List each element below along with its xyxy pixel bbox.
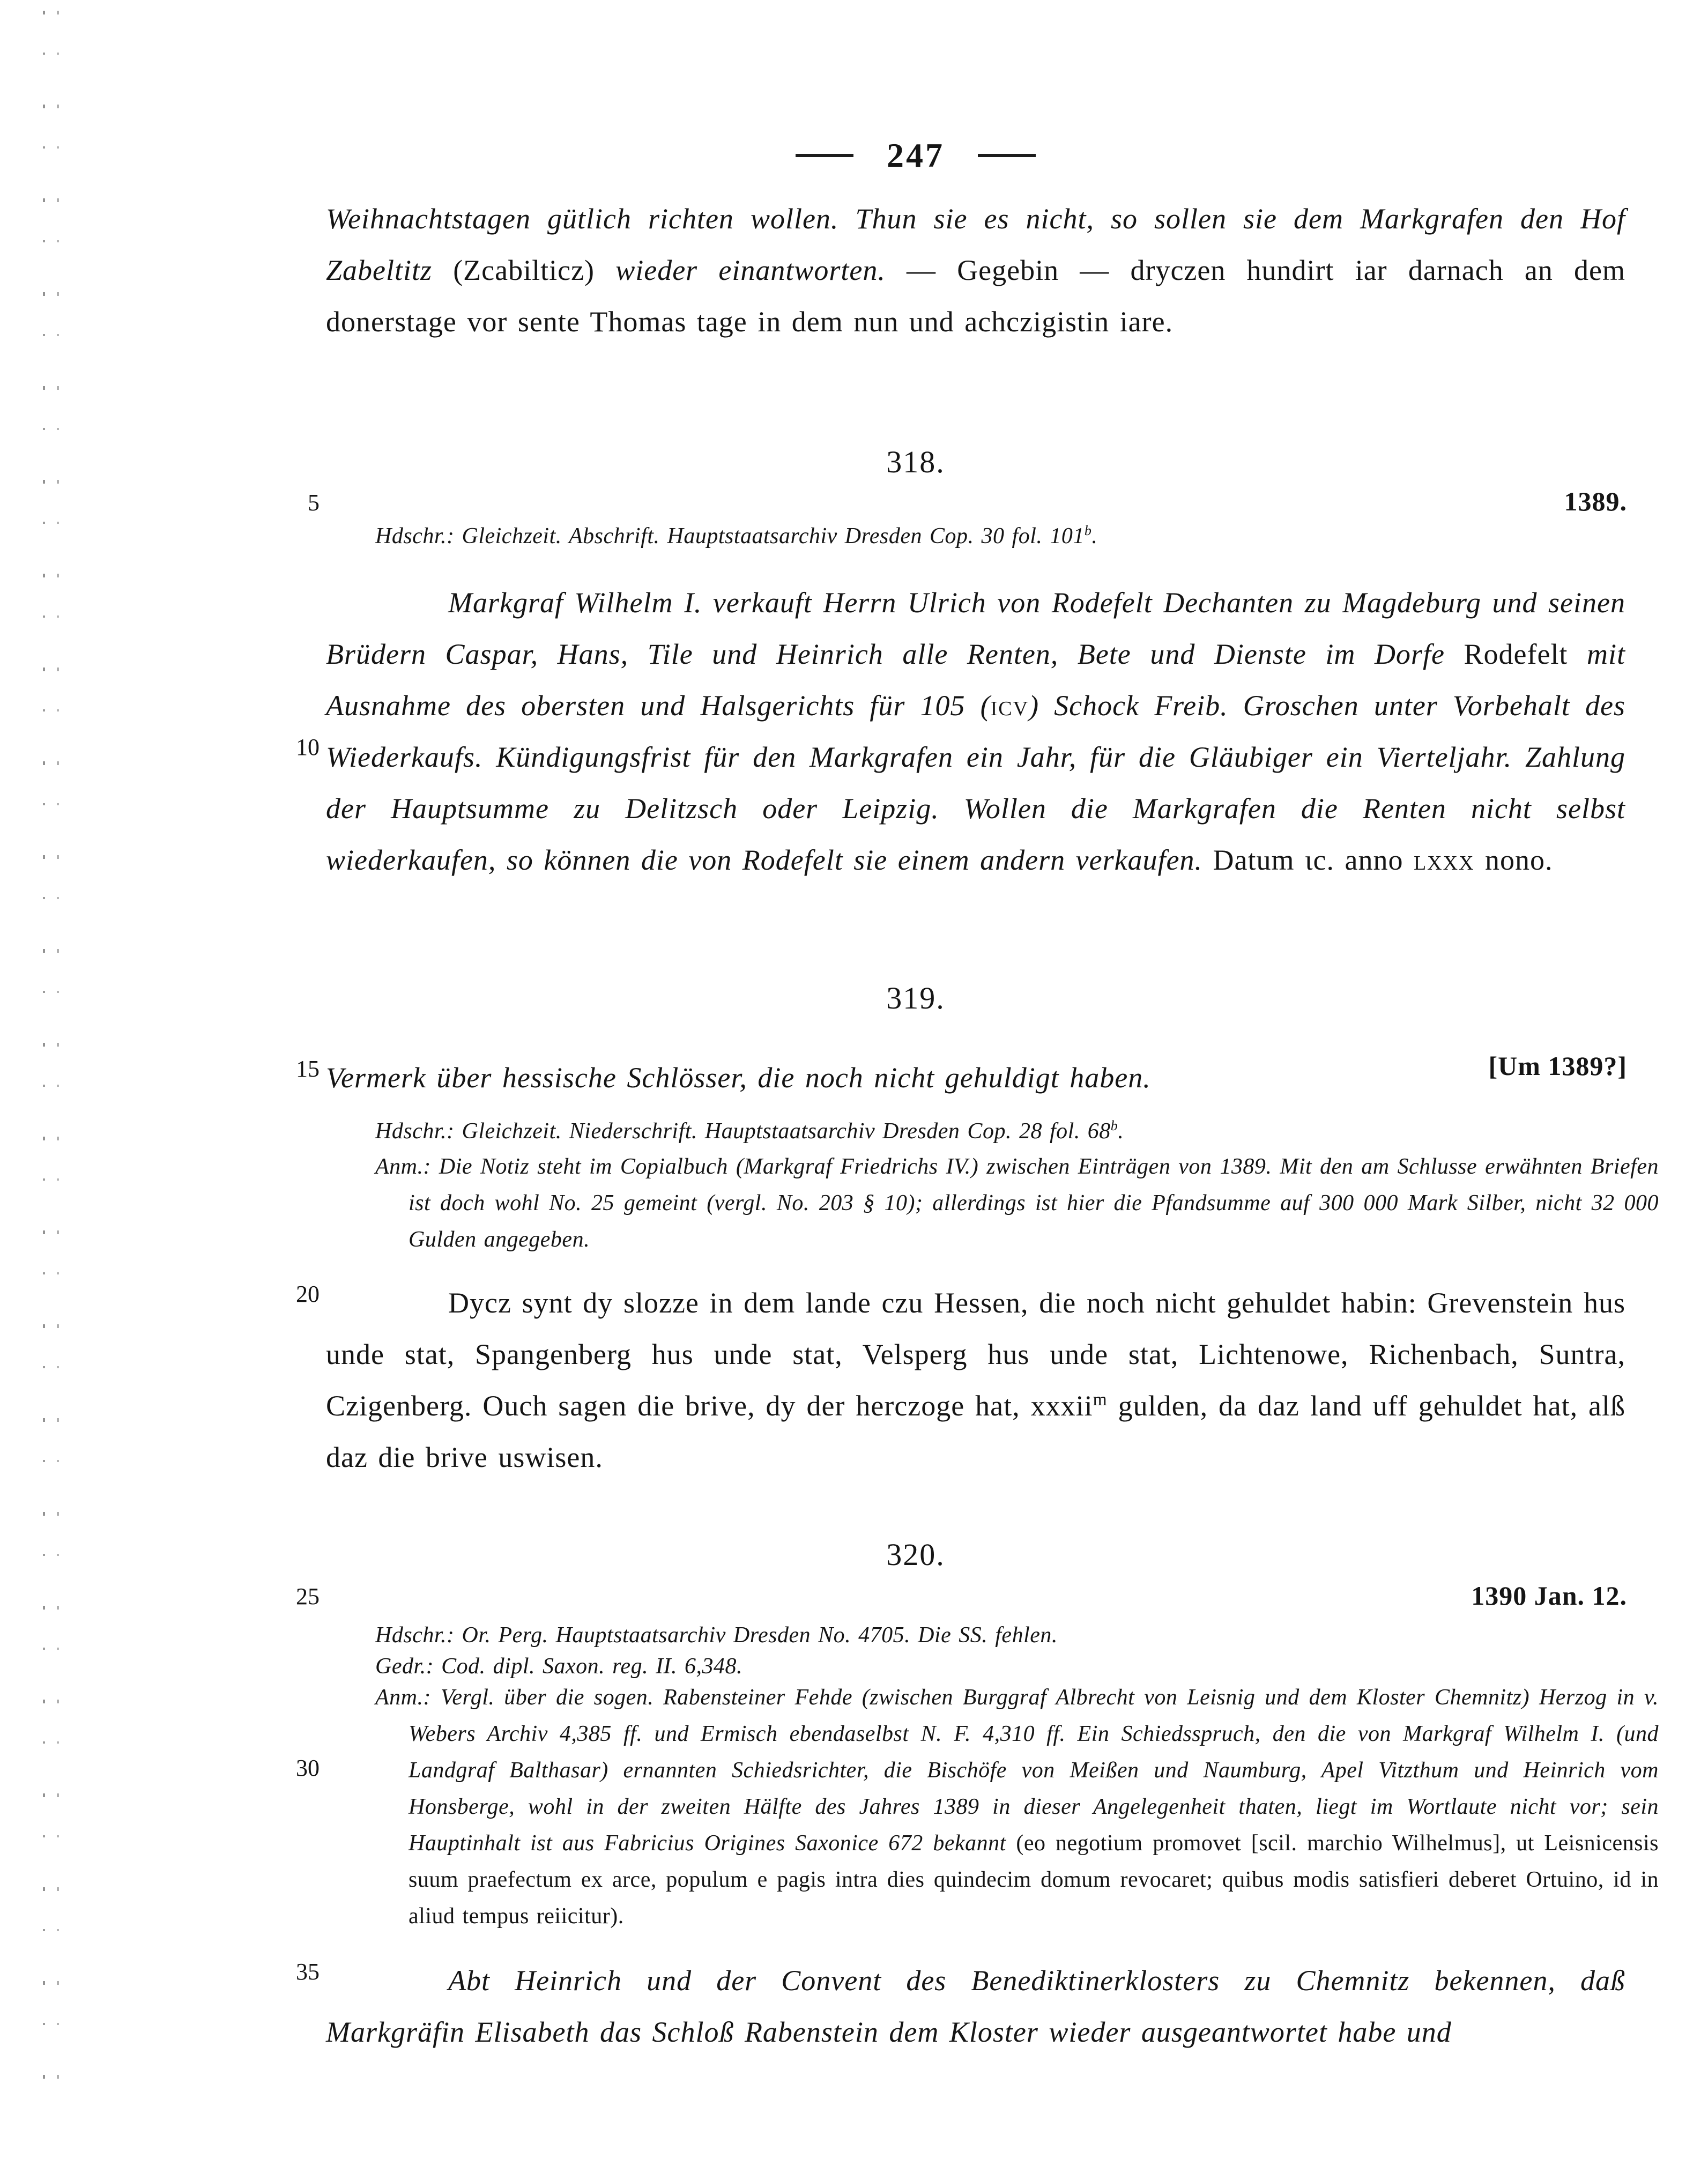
entry-number: 318. — [886, 444, 945, 479]
source-note-gedr: Gedr.: Cod. dipl. Saxon. reg. II. 6,348. — [375, 1654, 743, 1679]
text-run: wieder einantworten. — [615, 254, 907, 286]
scan-speck-column — [43, 11, 45, 2112]
entry-title: Vermerk über hessische Schlösser, die noch nicht gehuldigt haben. — [326, 1062, 1151, 1094]
text-run: mit Ausnahme des obersten und Halsgerichts für 105 ( — [326, 638, 1625, 722]
editor-note-anm: Anm.: Die Notiz steht im Copialbuch (Markgraf Friedrichs IV.) zwischen Einträgen von 1389. Mit den am Schlusse erwähnten Briefen ist doch wohl No. 25 gemeint (vergl. No. 203 § 10); allerdings ist hier die Pfandsumme auf 300 000 Mark Silber, nicht 32 000 Gulden angegeben. — [375, 1154, 1659, 1252]
text-run: ) Schock Freib. Groschen unter Vorbehalt des Wiederkaufs. Kündigungsfrist für den Markgrafen ein Jahr, für die Gläubiger ein Vierteljahr. Zahlung der Hauptsumme zu Delitzsch oder Leipzig. Wollen die Markgrafen die Renten nicht selbst wiederkaufen, so können die von Rodefelt sie einem andern verkaufen. — [326, 689, 1625, 876]
entry-date: 1390 Jan. 12. — [1471, 1581, 1627, 1611]
entry-body-text — [326, 1277, 1625, 1483]
superscript: b — [1084, 523, 1092, 538]
text-run: . — [1118, 1119, 1124, 1144]
text-run: Datum ɩc. anno — [1213, 844, 1414, 876]
text-run: Weihnachtstagen gütlich richten wollen. Thun sie es nicht, so sollen sie dem Markgrafen den Hof Zabeltitz — [326, 203, 1625, 286]
superscript: b — [1110, 1118, 1118, 1133]
text-run: icv — [990, 689, 1029, 722]
text-run: — Gegebin — dryczen hundirt iar darnach an dem donerstage vor sente Thomas tage in dem nun und achczigistin iare. — [326, 254, 1625, 338]
entry-date: 1389. — [1564, 486, 1627, 516]
superscript: m — [1093, 1390, 1108, 1410]
text-run: Hdschr.: Gleichzeit. Niederschrift. Hauptstaatsarchiv Dresden Cop. 28 fol. 68 — [375, 1119, 1111, 1144]
entry-summary: Abt Heinrich und der Convent des Benediktinerklosters zu Chemnitz bekennen, daß Markgräfin Elisabeth das Schloß Rabenstein dem Kloster wieder ausgeantwortet habe und — [326, 1964, 1625, 2048]
editor-note-anm — [375, 1679, 1659, 1934]
entry-date: [Um 1389?] — [1488, 1051, 1627, 1081]
text-run: gulden, da daz land uff gehuldet hat, alß daz die brive uswisen. — [326, 1390, 1625, 1473]
entry-number: 319. — [886, 981, 945, 1015]
text-run: Anm.: Vergl. über die sogen. Rabensteiner Fehde (zwischen Burggraf Albrecht von Leisnig und dem Kloster Chemnitz) Herzog in v. Webers Archiv 4,385 ff. und Ermisch ebendaselbst N. F. 4,310 ff. Ein Schiedsspruch, den die von Markgraf Wilhelm I. (und Landgraf Balthasar) ernannten Schiedsrichter, die Bischöfe von Meißen und Naumburg, Apel Vitzthum und Heinrich vom Honsberge, wohl in der zweiten Hälfte des Jahres 1389 in dieser Angelegenheit thaten, liegt im Wortlaute nicht vor; sein Hauptinhalt ist aus Fabricius Origines Saxonice 672 bekannt — [375, 1685, 1659, 1856]
scan-speck-column — [57, 11, 59, 2112]
margin-line-number: 5 — [308, 490, 320, 516]
margin-line-number: 25 — [296, 1583, 320, 1610]
continuation-paragraph — [326, 193, 1625, 347]
text-run: nono. — [1474, 844, 1553, 876]
source-note-hdschr: Hdschr.: Or. Perg. Hauptstaatsarchiv Dresden No. 4705. Die SS. fehlen. — [375, 1623, 1058, 1648]
header-rule-left — [796, 154, 853, 157]
header-rule-right — [978, 154, 1036, 157]
text-run: Markgraf Wilhelm I. verkauft Herrn Ulrich von Rodefelt Dechanten zu Magdeburg und seinen Brüdern Caspar, Hans, Tile und Heinrich alle Renten, Bete und Dienste im Dorfe — [326, 587, 1625, 670]
margin-line-number: 20 — [296, 1281, 320, 1307]
page-header — [326, 137, 1505, 174]
text-run: . — [1091, 524, 1098, 548]
margin-line-number: 30 — [296, 1755, 320, 1781]
text-run: Dycz synt dy slozze in dem lande czu Hessen, die noch nicht gehuldet habin: Grevenstein hus unde stat, Spangenberg hus unde stat, Velsperg hus unde stat, Lichtenowe, Richenbach, Suntra, Czigenberg. Ouch sagen die brive, dy der herczoge hat, xxxii — [326, 1287, 1625, 1422]
source-note-hdschr — [375, 518, 1625, 554]
text-run: (Zcabilticz) — [453, 254, 616, 286]
text-run: Hdschr.: Gleichzeit. Abschrift. Hauptstaatsarchiv Dresden Cop. 30 fol. 101 — [375, 524, 1085, 548]
entry-number: 320. — [886, 1537, 945, 1572]
margin-line-number: 10 — [296, 734, 320, 760]
text-run: Rodefelt — [1464, 638, 1568, 670]
page-number: 247 — [887, 136, 945, 174]
text-run: lxxx — [1413, 844, 1475, 876]
text-run: (eo negotium promovet [scil. marchio Wilhelmus], ut Leisnicensis suum praefectum ex arce, populum e pagis intra dies quindecim domum revocaret; quibus modis satisfieri deberet Ortuino, id in aliud tempus reiicitur). — [409, 1831, 1659, 1929]
margin-line-number: 35 — [296, 1959, 320, 1985]
entry-summary — [326, 577, 1625, 886]
margin-line-number: 15 — [296, 1056, 320, 1082]
source-note-hdschr — [375, 1113, 1625, 1150]
